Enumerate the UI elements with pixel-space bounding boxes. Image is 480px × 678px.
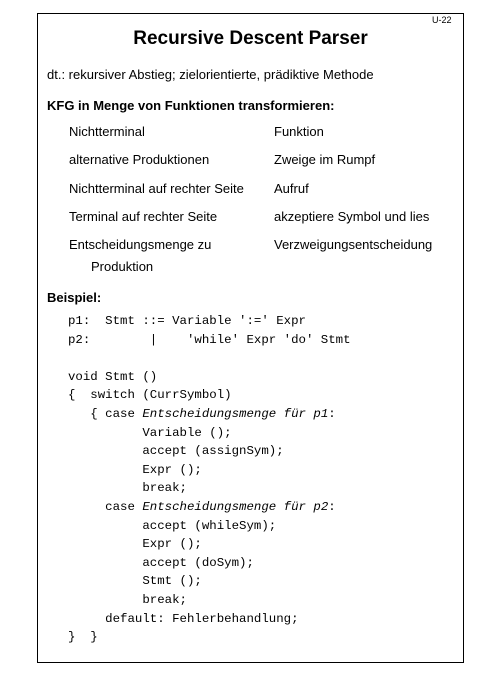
page-number: U-22: [432, 15, 452, 25]
code-block: [68, 312, 351, 647]
code-line: break;: [68, 481, 187, 496]
mapping-right: Funktion: [274, 124, 324, 139]
section-heading-transform: KFG in Menge von Funktionen transformieren:: [47, 98, 335, 113]
mapping-right: Aufruf: [274, 181, 309, 196]
code-line: } }: [68, 630, 98, 645]
code-line: default: Fehlerbehandlung;: [68, 611, 299, 626]
mapping-left: Entscheidungsmenge zu: [69, 237, 212, 252]
mapping-left: Nichtterminal auf rechter Seite: [69, 181, 244, 196]
code-line: accept (assignSym);: [68, 444, 284, 459]
code-placeholder: Entscheidungsmenge für p1: [142, 406, 329, 421]
code-line: accept (doSym);: [68, 555, 254, 570]
section-heading-example: Beispiel:: [47, 290, 102, 305]
code-line: Variable ();: [68, 425, 232, 440]
code-line: break;: [68, 592, 187, 607]
page-title: Recursive Descent Parser: [133, 28, 368, 49]
mapping-right: Verzweigungsentscheidung: [274, 237, 433, 252]
code-line: accept (whileSym);: [68, 518, 277, 533]
mapping-left: Terminal auf rechter Seite: [69, 209, 218, 224]
code-line: Expr ();: [68, 462, 202, 477]
code-line: Stmt ();: [68, 574, 202, 589]
subtitle: dt.: rekursiver Abstieg; zielorientierte, prädiktive Methode: [47, 67, 374, 82]
mapping-left: Nichtterminal: [69, 124, 145, 139]
code-line: { switch (CurrSymbol): [68, 388, 232, 403]
code-line: p1: Stmt ::= Variable ':=' Expr: [68, 314, 306, 328]
code-line: case Entscheidungsmenge für p2:: [68, 499, 336, 514]
code-line: Expr ();: [68, 537, 202, 552]
code-line: { case Entscheidungsmenge für p1:: [68, 406, 336, 421]
mapping-left: alternative Produktionen: [69, 152, 210, 167]
code-line: void Stmt (): [68, 369, 158, 384]
mapping-left-continued: Produktion: [91, 259, 154, 274]
mapping-right: akzeptiere Symbol und lies: [274, 209, 430, 224]
code-placeholder: Entscheidungsmenge für p2: [142, 499, 329, 514]
code-line: p2: | 'while' Expr 'do' Stmt: [68, 332, 351, 347]
code-line: [68, 349, 351, 368]
mapping-right: Zweige im Rumpf: [274, 152, 376, 167]
